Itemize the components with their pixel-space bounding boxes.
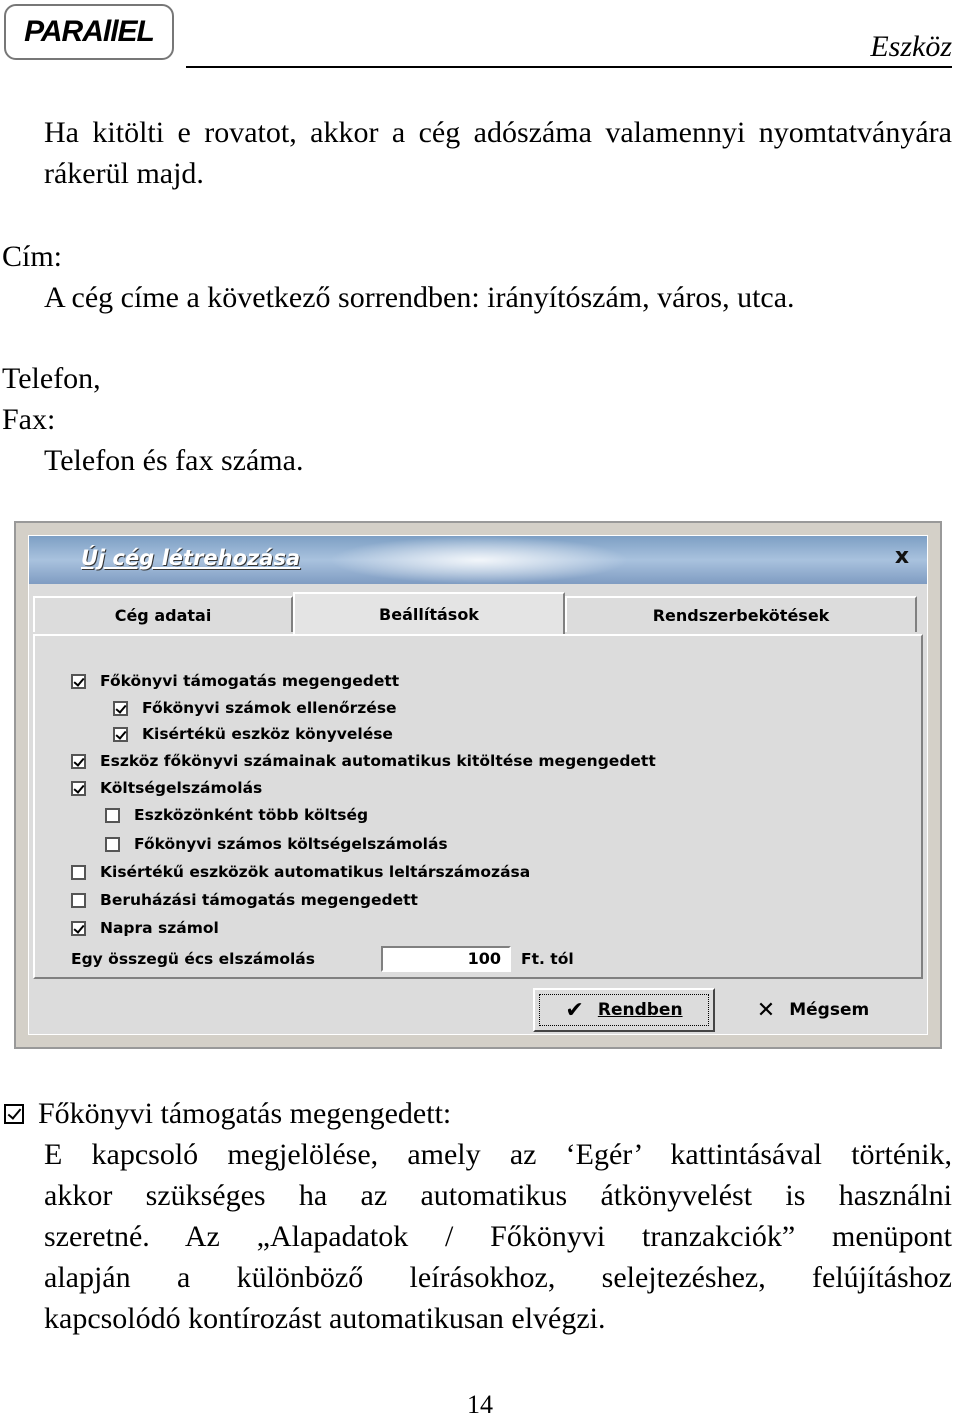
option-row[interactable]: [71, 750, 656, 772]
amount-label: Egy összegü écs elszámolás: [71, 950, 315, 968]
section-line-3: szeretné. Az „Alapadatok / Főkönyvi tranzakciók” menüpont: [44, 1220, 952, 1253]
page-header-title: Eszköz: [870, 30, 952, 63]
option-row[interactable]: [71, 889, 418, 911]
option-checkbox[interactable]: [113, 727, 128, 742]
option-row[interactable]: [113, 697, 397, 719]
option-row[interactable]: [113, 723, 393, 745]
tab-beallitasok[interactable]: Beállítások: [293, 592, 565, 634]
option-checkbox[interactable]: [71, 921, 86, 936]
option-checkbox[interactable]: [105, 837, 120, 852]
option-label: Főkönyvi támogatás megengedett: [100, 672, 400, 690]
close-icon[interactable]: x: [894, 544, 910, 569]
option-row[interactable]: [105, 804, 368, 826]
option-row[interactable]: [71, 917, 219, 939]
section-line-1: E kapcsoló megjelölése, amely az ‘Egér’ kattintásával történik,: [44, 1138, 952, 1171]
parallel-logo: [4, 4, 174, 60]
option-label: Költségelszámolás: [100, 779, 263, 797]
dialog-title: Új cég létrehozása: [81, 546, 301, 570]
cross-icon: ✕: [756, 997, 776, 1023]
option-label: Főkönyvi számos költségelszámolás: [134, 835, 448, 853]
option-label: Eszköz főkönyvi számainak automatikus kitöltése megengedett: [100, 752, 656, 770]
cancel-button[interactable]: [747, 988, 879, 1032]
label-fax: Fax:: [2, 403, 56, 436]
section-heading-text: Főkönyvi támogatás megengedett:: [38, 1097, 452, 1130]
dialog-window: [28, 535, 928, 1035]
option-checkbox[interactable]: [113, 701, 128, 716]
option-label: Beruházási támogatás megengedett: [100, 891, 418, 909]
option-checkbox[interactable]: [71, 781, 86, 796]
desc-cim: A cég címe a következő sorrendben: irányítószám, város, utca.: [44, 281, 795, 314]
section-heading: [4, 1093, 451, 1134]
section-line-2: akkor szükséges ha az automatikus átkönyvelést is használni: [44, 1179, 952, 1212]
tab-ceg-adatai[interactable]: Cég adatai: [33, 596, 293, 632]
amount-row: [71, 946, 574, 972]
header-rule: [186, 66, 952, 68]
option-row[interactable]: [105, 833, 448, 855]
option-checkbox[interactable]: [71, 865, 86, 880]
option-row[interactable]: [71, 861, 530, 883]
label-cim: Cím:: [2, 240, 63, 273]
amount-unit: Ft. tól: [521, 950, 574, 968]
tab-rendszerbekotesek[interactable]: Rendszerbekötések: [565, 596, 917, 632]
option-checkbox[interactable]: [71, 674, 86, 689]
option-label: Eszközönként több költség: [134, 806, 369, 824]
ok-button[interactable]: [533, 988, 715, 1032]
option-row[interactable]: [71, 670, 399, 692]
option-label: Napra számol: [100, 919, 219, 937]
logo-text: PARAllEL: [24, 15, 154, 48]
section-line-4: alapján a különböző leírásokhoz, selejtezéshez, felújításhoz: [44, 1261, 952, 1294]
checkmark-icon: ✔: [565, 997, 584, 1023]
option-label: Főkönyvi számok ellenőrzése: [142, 699, 397, 717]
checkbox-icon: [4, 1104, 24, 1124]
label-telefon: Telefon,: [2, 362, 101, 395]
option-row[interactable]: [71, 777, 262, 799]
option-checkbox[interactable]: [71, 754, 86, 769]
option-label: Kisértékű eszközök automatikus leltárszámozása: [100, 863, 531, 881]
dialog-screenshot: [14, 521, 942, 1049]
option-label: Kisértékü eszköz könyvelése: [142, 725, 393, 743]
paragraph-tax-number: Ha kitölti e rovatot, akkor a cég adószáma valamennyi nyomtatványára rákerül majd.: [44, 116, 952, 190]
dialog-titlebar[interactable]: [29, 536, 927, 584]
cancel-button-label: Mégsem: [789, 1000, 870, 1020]
tab-bar: [33, 596, 923, 634]
option-checkbox[interactable]: [71, 893, 86, 908]
section-line-5: kapcsolódó kontírozást automatikusan elvégzi.: [44, 1302, 606, 1335]
amount-input[interactable]: 100: [381, 946, 511, 972]
option-checkbox[interactable]: [105, 808, 120, 823]
page-number: 14: [467, 1390, 493, 1419]
ok-button-label: Rendben: [597, 1000, 683, 1020]
settings-panel: [33, 634, 923, 979]
desc-telefon-fax: Telefon és fax száma.: [44, 444, 304, 477]
